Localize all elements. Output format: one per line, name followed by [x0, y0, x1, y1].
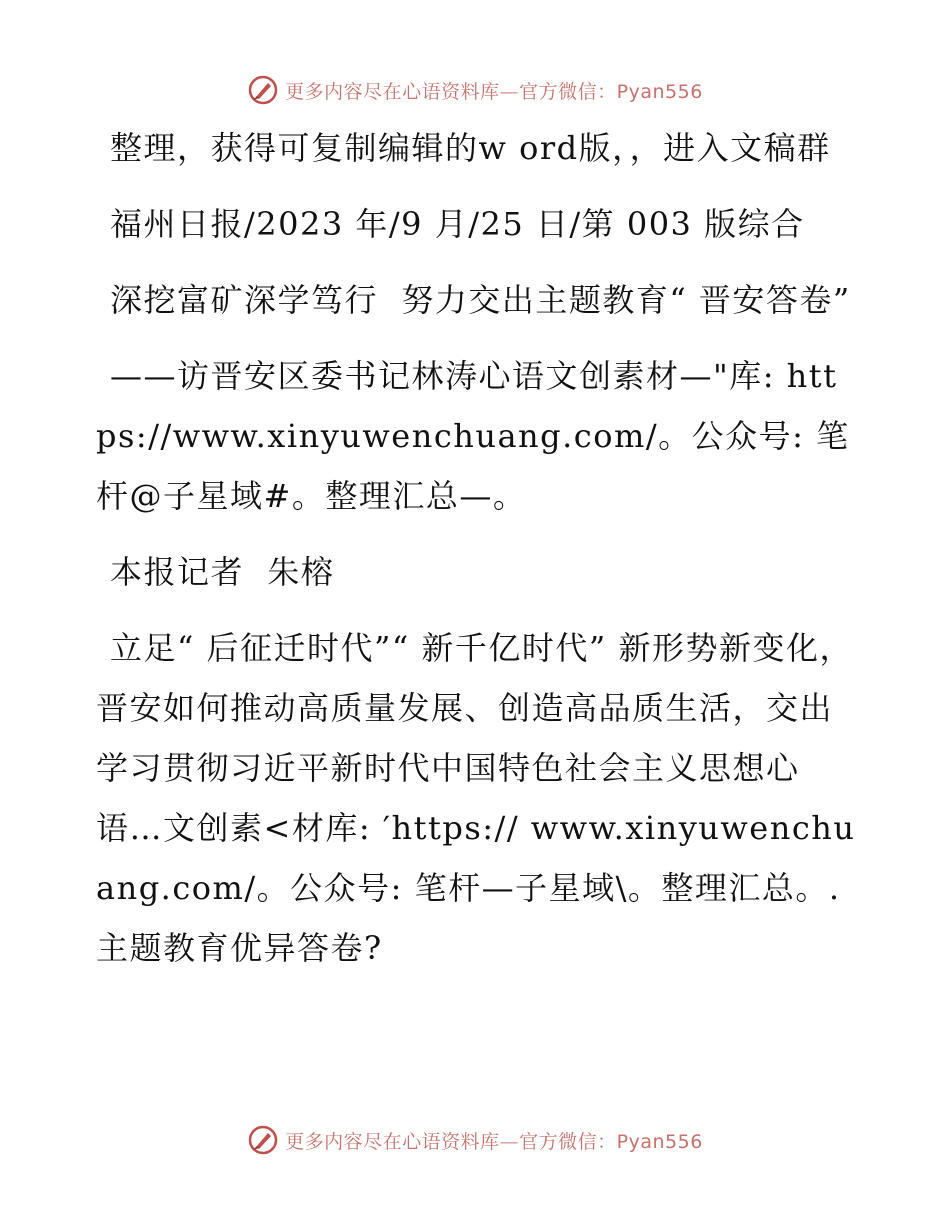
article-headline: 深挖富矿深学笃行 努力交出主题教育“ 晋安答卷”: [110, 281, 851, 319]
banner-text: 更多内容尽在心语资料库—官方微信：Pyan556: [285, 80, 703, 103]
banner-text: 更多内容尽在心语资料库—官方微信：Pyan556: [285, 1130, 703, 1153]
header-watermark-banner: [0, 70, 950, 110]
byline: 本报记者 朱榕: [110, 553, 335, 591]
pen-logo-icon: [247, 1124, 279, 1156]
footer-watermark-banner: [0, 1120, 950, 1160]
pen-logo-icon: [247, 74, 279, 106]
paragraph: 整理，获得可复制编辑的w ord版，，进入文稿群: [110, 129, 831, 167]
paragraph: 立足“ 后征迁时代”“ 新千亿时代” 新形势新变化，晋安如何推动高质量发展、创造高品质生活，交出学习贯彻习近平新时代中国特色社会主义思想心语…文创素<材库: ′https:// www.xinyuwenchuang.com/。公众号: 笔杆—子星域\。整理汇总。.主题教育优异答卷?: [96, 629, 856, 967]
article-subheadline: ——访晋安区委书记林涛心语文创素材—"库: https://www.xinyuwenchuang.com/。公众号: 笔杆@子星域#。整理汇总—。: [96, 357, 850, 515]
document-body: [96, 118, 856, 994]
paragraph: 福州日报/2023 年/9 月/25 日/第 003 版综合: [110, 205, 805, 243]
